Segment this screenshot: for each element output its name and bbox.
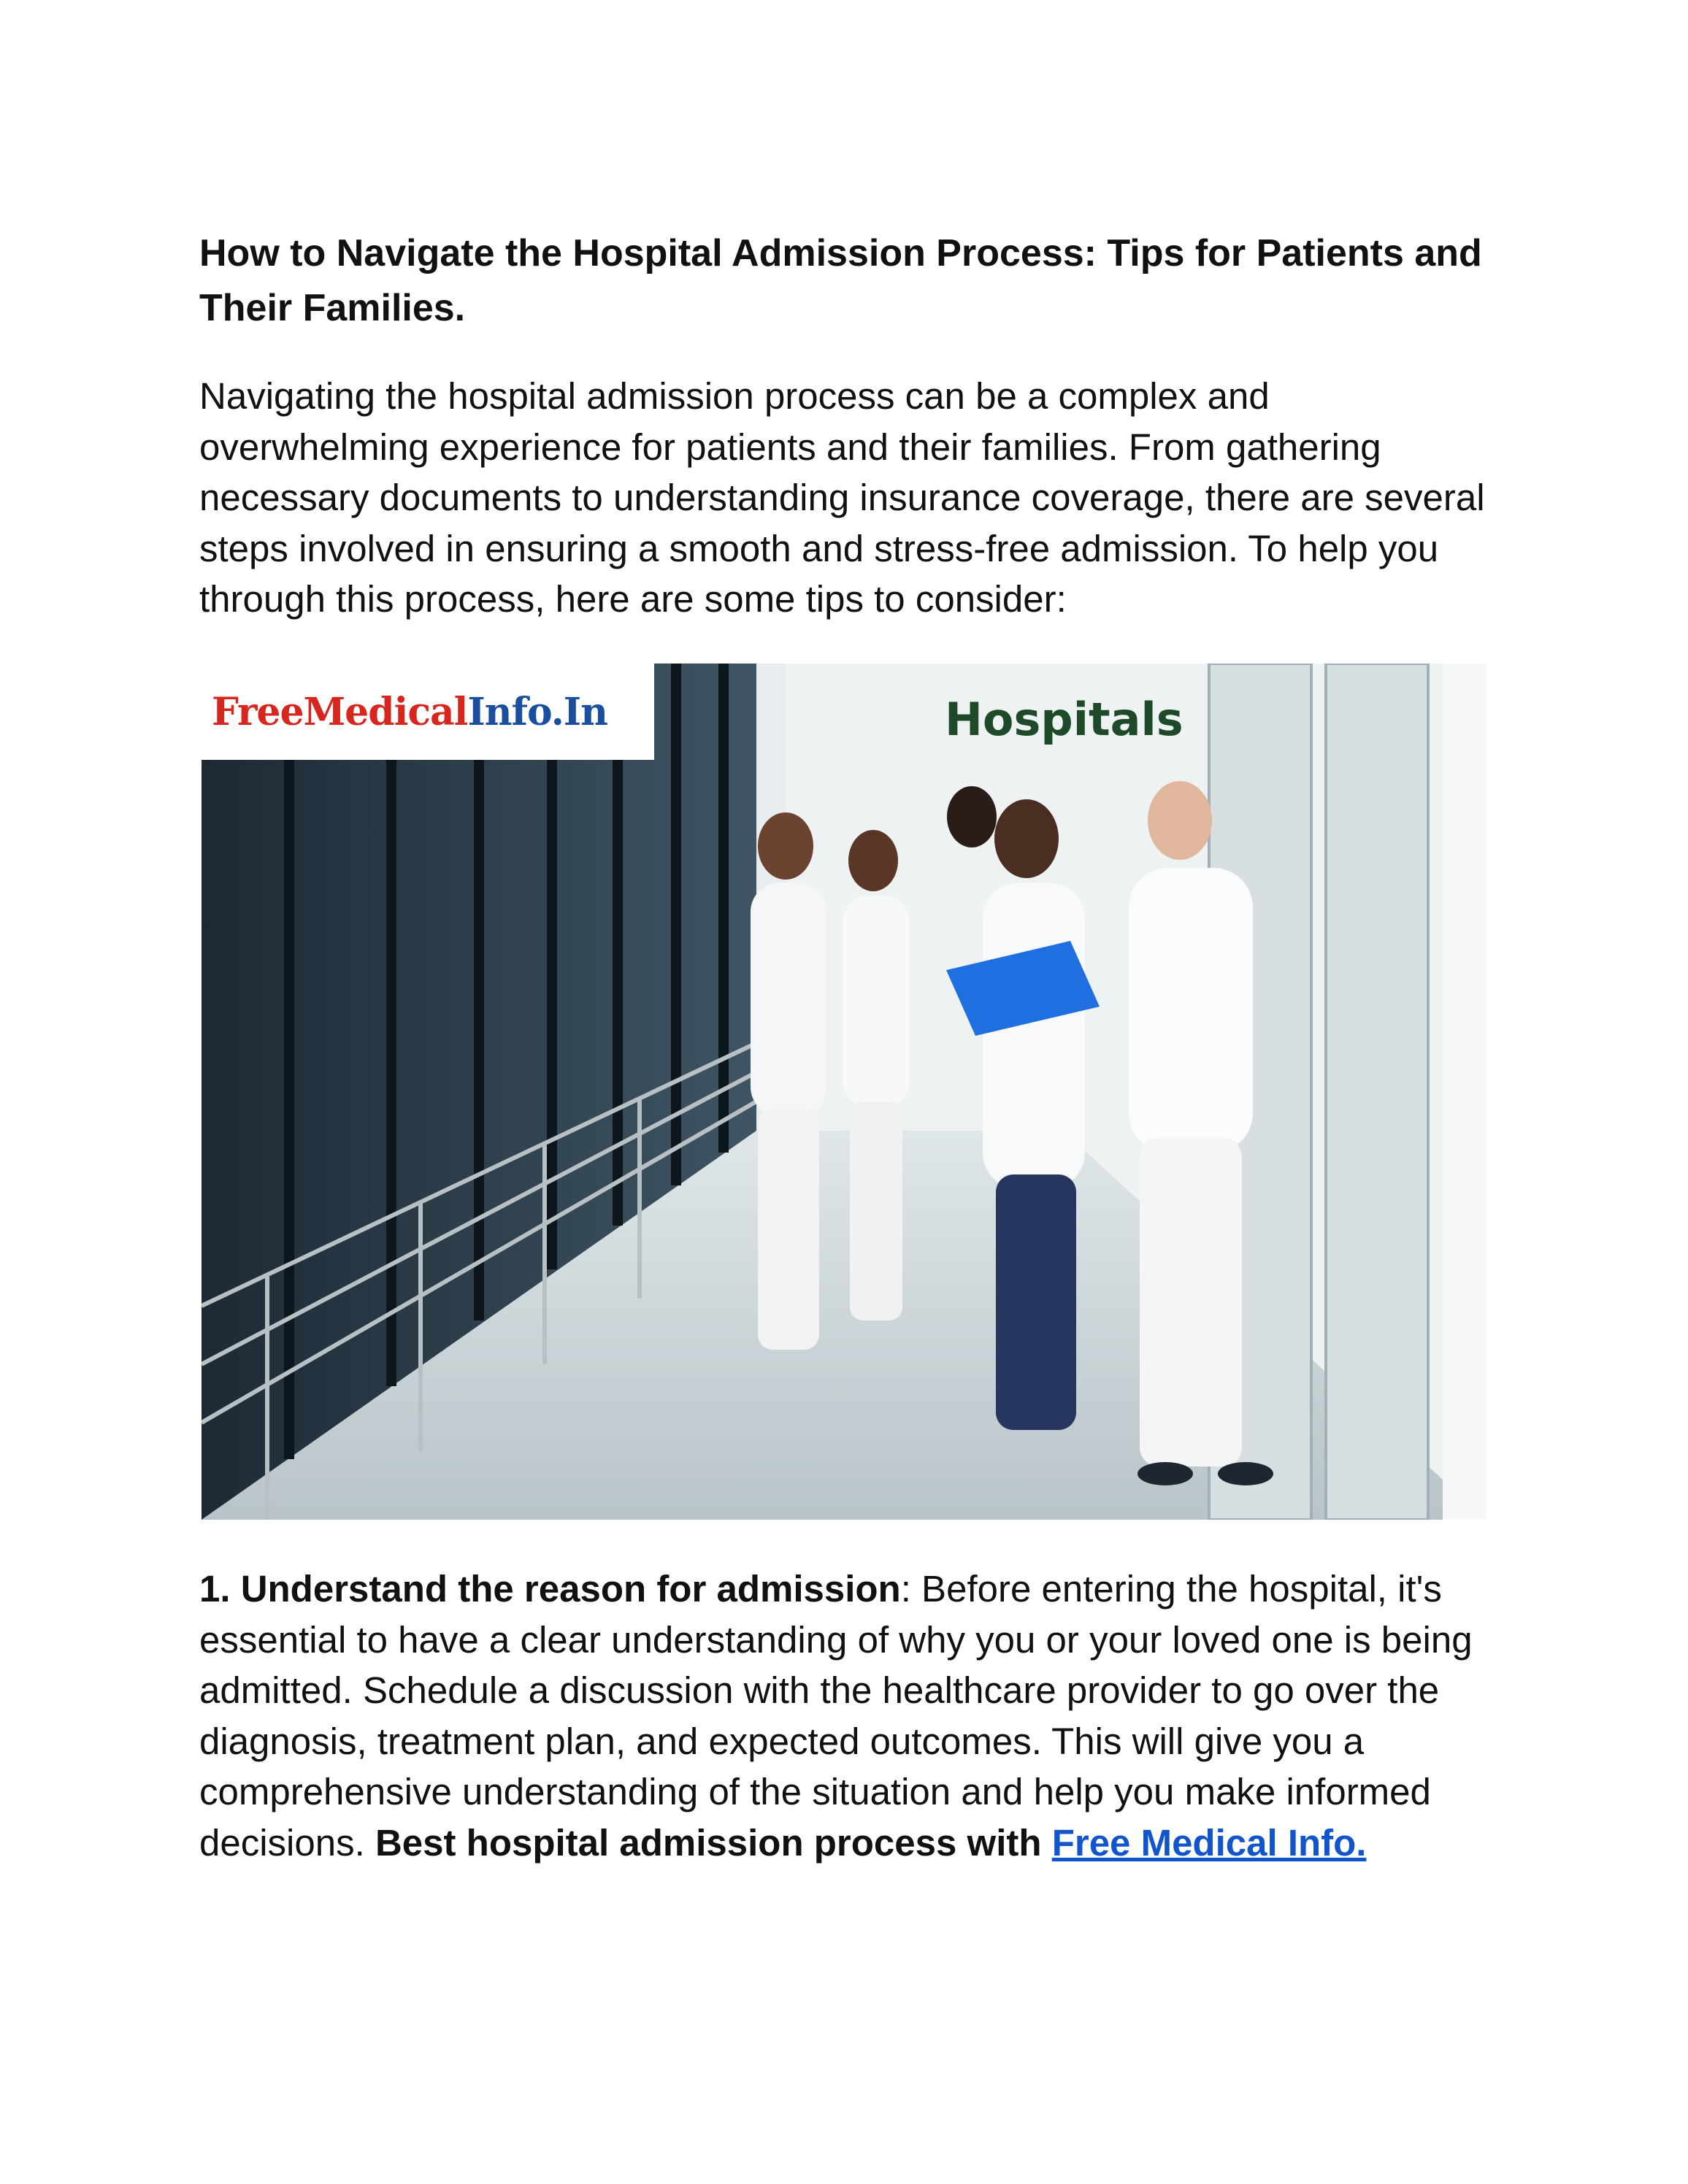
intro-paragraph: Navigating the hospital admission process can be a complex and overwhelming experience for patients and their families. From gathering necessary documents to understanding insurance coverage, there are several steps involved in ensuring a smooth and stress-free admission. To help you through this process, here are some tips to consider: [199, 375, 1485, 620]
hospitals-label: Hospitals [945, 693, 1183, 746]
section-1-cta: Best hospital admission process with [375, 1821, 1052, 1864]
section-1-paragraph [199, 1564, 1506, 1868]
logo-text-part1: FreeMedical [212, 689, 468, 734]
section-1-heading: 1. Understand the reason for admission [199, 1568, 901, 1610]
article-title: How to Navigate the Hospital Admission Process: Tips for Patients and Their Families. [199, 232, 1482, 329]
free-medical-info-link[interactable]: Free Medical Info. [1051, 1821, 1367, 1864]
logo-text-part2: Info.In [467, 689, 607, 734]
freemedicalinfo-logo [202, 664, 654, 760]
section-1-body: : Before entering the hospital, it's essential to have a clear understanding of why you or your loved one is being admitted. Schedule a discussion with the healthcare provider to go over the diagnosis, treatment plan, and expected outcomes. This will give you a comprehensive understanding of the situation and help you make informed decisions. [199, 1568, 1473, 1864]
hospital-photo [202, 664, 1486, 1520]
hospital-corridor-illustration [202, 664, 1486, 1520]
